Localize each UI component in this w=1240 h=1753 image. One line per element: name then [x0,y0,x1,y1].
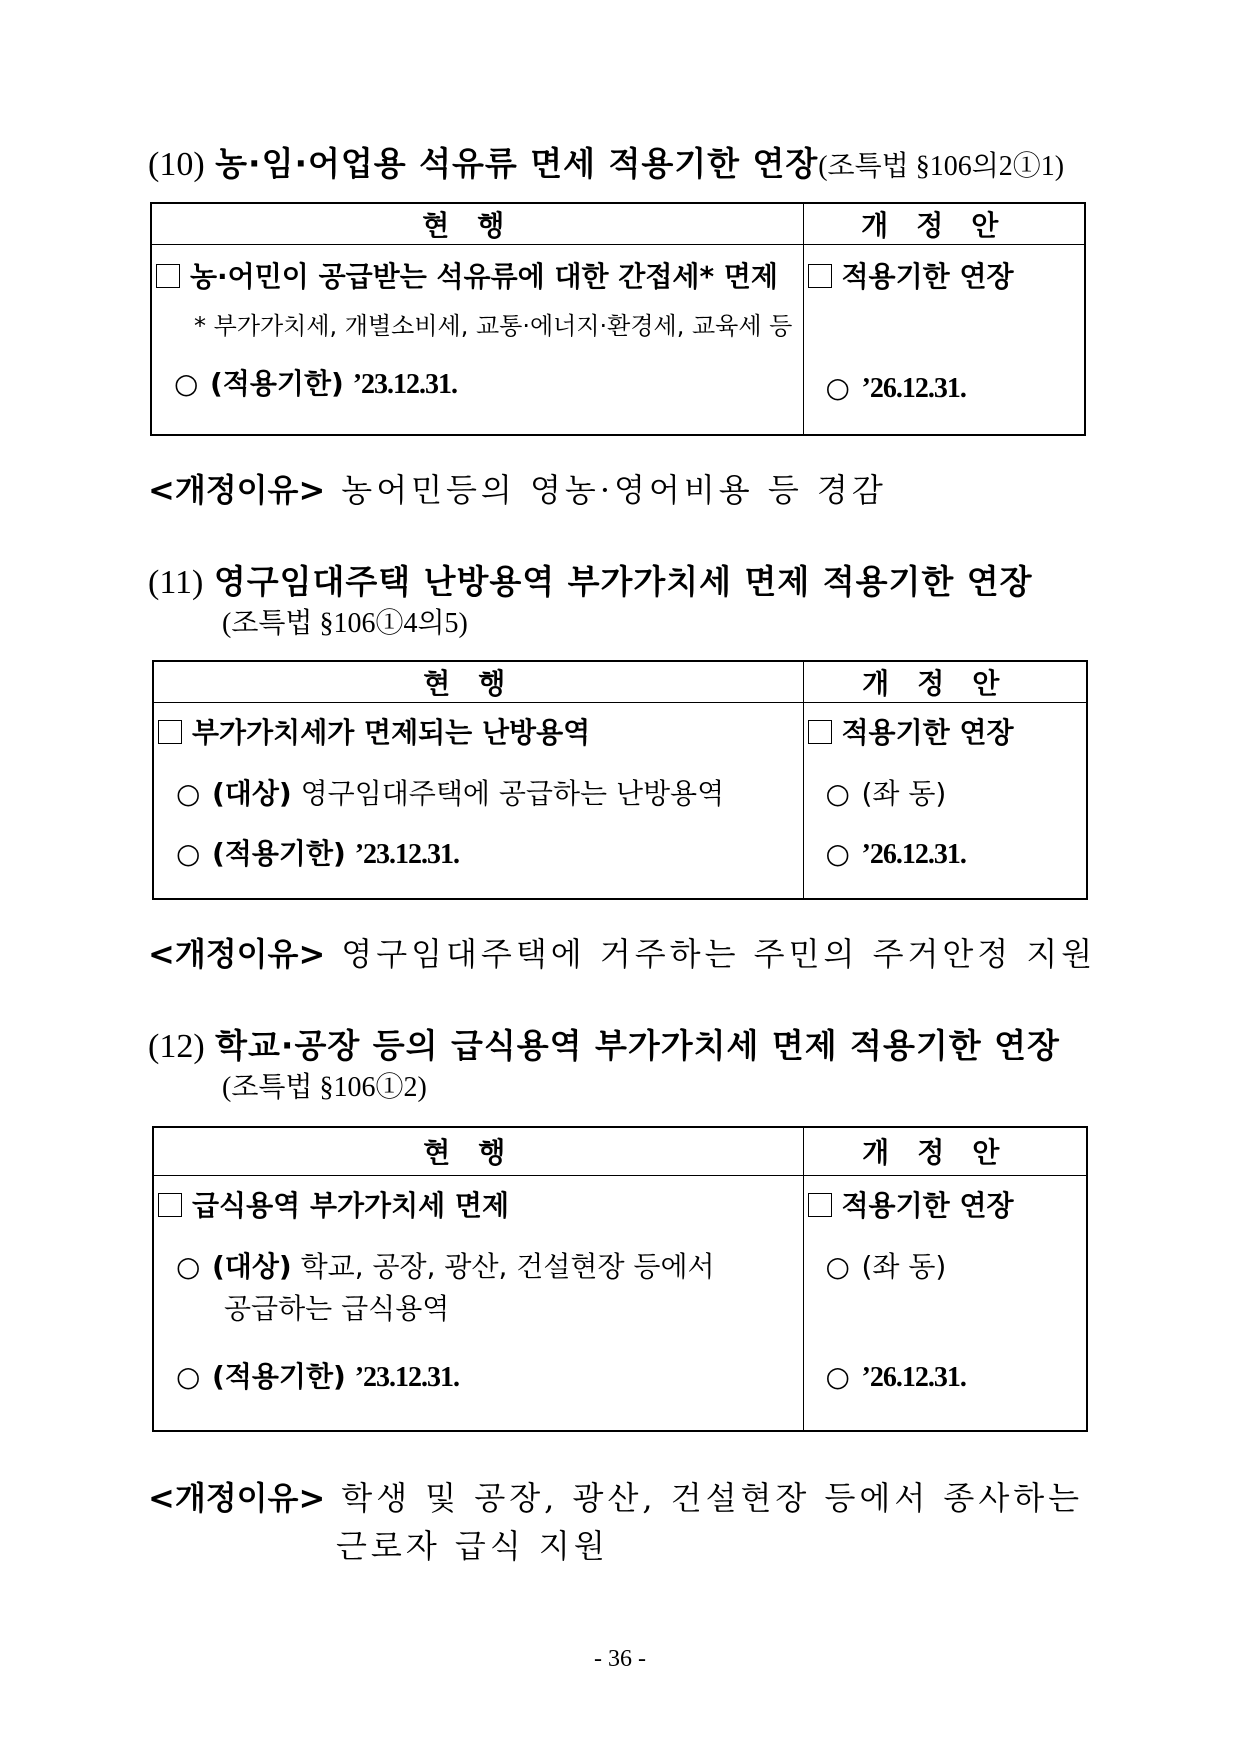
current-note: * 부가가치세, 개별소비세, 교통·에너지·환경세, 교육세 등 [194,312,793,340]
circle-bullet-icon: ○ [176,1249,201,1283]
proposed-item: ○ ’26.12.31. [825,837,966,870]
page-number: - 36 - [594,1646,646,1672]
law-reference: (조특법 §106①4의5) [222,608,468,639]
section-10-title [148,142,1098,189]
header-current: 현행 [151,203,803,245]
proposed-cell [803,703,1087,899]
header-proposed: 개정안 [803,203,1085,245]
circle-bullet-icon: ○ [176,1359,201,1393]
circle-bullet-icon: ○ [174,367,199,400]
header-current: 현행 [153,661,803,703]
proposed-main: 적용기한 연장 [804,245,1085,295]
proposed-item: ○ ’26.12.31. [825,1359,966,1393]
reason-label: <개정이유> [148,471,326,509]
current-cell [153,1175,803,1431]
law-reference: (조특법 §106①2) [222,1072,427,1103]
reason-11 [148,932,1096,976]
proposed-main: 적용기한 연장 [804,703,1087,751]
section-heading: 학교·공장 등의 급식용역 부가가치세 면제 적용기한 연장 [215,1026,1060,1065]
section-number: (10) [148,146,205,183]
current-item: ○ (대상) 학교, 공장, 광산, 건설현장 등에서 [176,1249,715,1283]
comparison-table-10 [150,202,1086,436]
reason-text: 학생 및 공장, 광산, 건설현장 등에서 종사하는 [341,1479,1084,1517]
reason-label: <개정이유> [148,935,326,973]
reason-text: 영구임대주택에 거주하는 주민의 주거안정 지원 [341,935,1097,973]
reason-text: 농어민등의 영농·영어비용 등 경감 [341,471,887,509]
proposed-cell [803,245,1085,435]
current-main: 급식용역 부가가치세 면제 [154,1176,803,1224]
current-main: 농·어민이 공급받는 석유류에 대한 간접세* 면제 [152,245,803,295]
circle-bullet-icon: ○ [825,837,850,870]
section-heading: 농·임·어업용 석유류 면세 적용기한 연장 [215,144,819,183]
proposed-item: ○ ’26.12.31. [825,371,966,404]
header-proposed: 개정안 [803,661,1087,703]
header-proposed: 개정안 [803,1127,1087,1175]
checkbox-square-icon [156,264,180,288]
reason-12 [148,1476,1083,1520]
section-12-title [148,1024,1098,1069]
circle-bullet-icon: ○ [176,777,201,810]
current-item: ○ (적용기한) ’23.12.31. [176,1359,460,1393]
section-heading: 영구임대주택 난방용역 부가가치세 면제 적용기한 연장 [213,562,1033,601]
checkbox-square-icon [808,1193,832,1217]
current-item: ○ (적용기한) ’23.12.31. [174,367,458,400]
proposed-item: ○ (좌 동) [825,777,947,810]
law-reference: (조특법 §106의2①1) [818,151,1065,182]
current-main: 부가가치세가 면제되는 난방용역 [154,703,803,751]
circle-bullet-icon: ○ [825,777,850,810]
comparison-table-11 [152,660,1088,900]
section-11-title [148,560,1098,605]
checkbox-square-icon [158,1193,182,1217]
circle-bullet-icon: ○ [825,1249,850,1283]
current-cell [153,703,803,899]
reason-label: <개정이유> [148,1479,326,1517]
reason-10 [148,468,887,512]
checkbox-square-icon [808,720,832,744]
proposed-item: ○ (좌 동) [825,1249,947,1283]
current-item: ○ (적용기한) ’23.12.31. [176,837,460,870]
header-current: 현행 [153,1127,803,1175]
current-item: ○ (대상) 영구임대주택에 공급하는 난방용역 [176,777,725,810]
checkbox-square-icon [808,264,832,288]
circle-bullet-icon: ○ [825,1359,850,1393]
current-cell [151,245,803,435]
proposed-cell [803,1175,1087,1431]
circle-bullet-icon: ○ [176,837,201,870]
comparison-table-12 [152,1126,1088,1432]
section-number: (11) [148,564,204,601]
circle-bullet-icon: ○ [825,371,850,404]
section-number: (12) [148,1028,205,1065]
reason-text-continued: 근로자 급식 지원 [336,1527,609,1565]
checkbox-square-icon [158,720,182,744]
proposed-main: 적용기한 연장 [804,1176,1087,1224]
current-item-continued: 공급하는 급식용역 [224,1291,450,1325]
